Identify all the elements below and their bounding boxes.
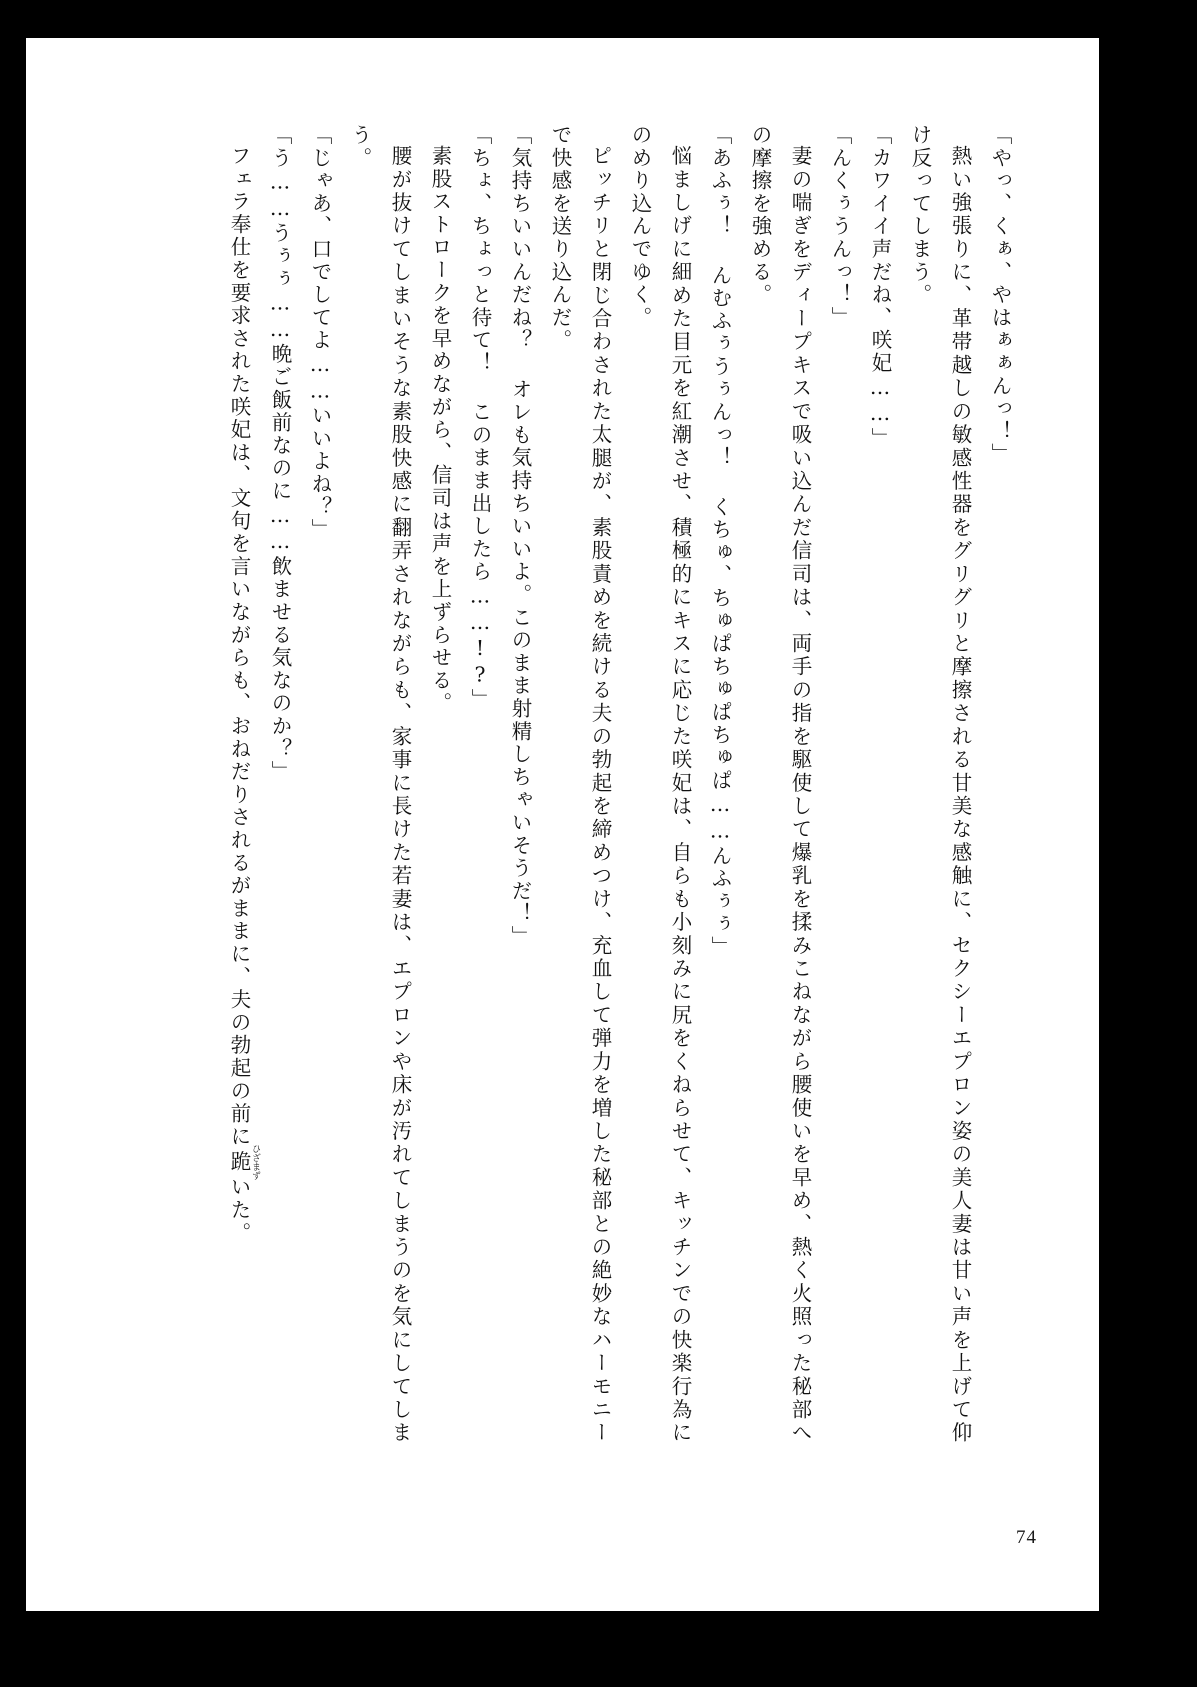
paragraph: 熱い強張りに、革帯越しの敏感性器をグリグリと摩擦される甘美な感触に、セクシーエプロン姿の美人妻は甘い声を上げて仰け反ってしまう。 [908,124,972,1444]
paragraph: 悩ましげに細めた目元を紅潮させ、積極的にキスに応じた咲妃は、自らも小刻みに尻をくねらせて、キッチンでの快楽行為にのめり込んでゆく。 [628,124,692,1444]
ruby-base: 跪 [227,1143,251,1180]
paragraph: 「カワイイ声だね、咲妃……」 [868,124,892,451]
paragraph: 「う……うぅぅ……晩ご飯前なのに……飲ませる気なのか？」 [268,124,292,784]
paragraph-text-before-ruby: フェラ奉仕を要求された咲妃は、文句を言いながらも、おねだりされるがままに、夫の勃起の前に [227,144,251,1148]
paragraph-text-after-ruby: いた。 [227,1175,251,1245]
paragraph: 「やっ、くぁ、やはぁぁんっ！」 [988,124,1012,466]
paragraph: ピッチリと閉じ合わされた太腿が、素股責めを続ける夫の勃起を締めつけ、充血して弾力を増した秘部との絶妙なハーモニーで快感を送り込んだ。 [548,124,612,1444]
paragraph-with-ruby [219,124,260,1444]
novel-body-text [114,124,1020,1444]
paragraph: 「ちょ、ちょっと待て！ このまま出したら……!?」 [468,124,492,712]
ruby-reading: ひざまず [250,1143,260,1180]
paragraph: 「あふぅ！ んむふぅうぅんっ！ くちゅ、ちゅぱちゅぱちゅぱ……んふぅぅ」 [708,124,732,959]
paragraph: 腰が抜けてしまいそうな素股快感に翻弄されながらも、家事に長けた若妻は、エプロンや床が汚れてしまうのを気にしてしまう。 [348,124,412,1444]
paragraph: 「気持ちいいんだね？ オレも気持ちいいよ。このまま射精しちゃいそうだ！」 [508,124,532,949]
paragraph: 妻の喘ぎをディープキスで吸い込んだ信司は、両手の指を駆使して爆乳を揉みこねながら腰使いを早め、熱く火照った秘部への摩擦を強める。 [748,124,812,1444]
ruby-annotation [227,1143,260,1180]
paragraph: 「んくぅうんっ！」 [828,124,852,330]
page-number: 74 [1016,1527,1037,1548]
page-paper [26,38,1099,1611]
paragraph: 「じゃあ、口でしてよ……いいよね？」 [308,124,332,542]
paragraph: 素股ストロークを早めながら、信司は声を上ずらせる。 [428,144,452,715]
